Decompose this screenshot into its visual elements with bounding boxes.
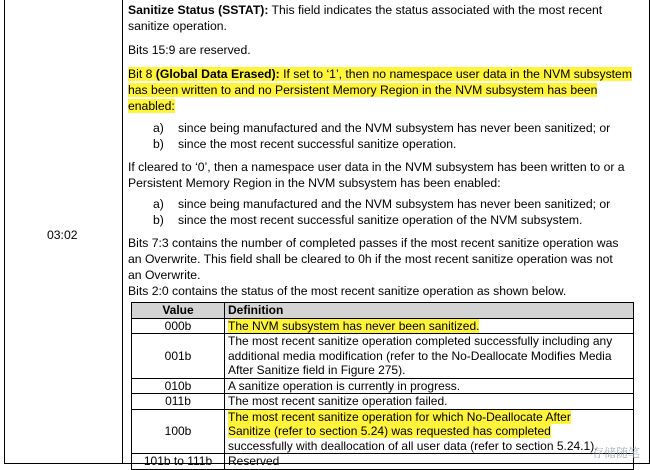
definition-cell: A sanitize operation is currently in progress. — [225, 378, 634, 394]
cleared-line2: Persistent Memory Region in the NVM subsystem has been enabled: — [128, 176, 501, 190]
set-item-b — [153, 136, 456, 152]
bit8-line2-text: has been written to and no Persistent Memory Region in the NVM subsystem has been — [128, 83, 598, 97]
list-marker: b) — [153, 137, 164, 151]
table-row — [132, 334, 634, 379]
field-table — [4, 0, 650, 468]
bits20-intro: Bits 2:0 contains the status of the most recent sanitize operation as shown below. — [128, 284, 567, 298]
watermark: 存储随笔 — [591, 446, 640, 460]
bit8-name: (Global Data Erased): — [155, 67, 280, 81]
byte-offset-cell — [5, 0, 123, 463]
definition-cell — [225, 318, 634, 334]
table-row — [132, 394, 634, 410]
definition-line: The most recent sanitize operation completed successfully including any — [228, 334, 613, 348]
definition-line — [228, 424, 630, 439]
definition-line: After Sanitize field in Figure 275). — [228, 363, 406, 377]
bit8-line3-text: enabled: — [128, 99, 175, 113]
definition-cell — [225, 409, 634, 454]
sstat-title: Sanitize Status (SSTAT): — [128, 3, 269, 17]
definition-cell: The most recent sanitize operation failed. — [225, 394, 634, 410]
bit8-text: If set to ‘1’, then no namespace user data in the NVM subsystem — [279, 67, 632, 81]
column-header-definition: Definition — [225, 303, 634, 319]
bit8-line2 — [128, 82, 597, 98]
list-item-text: since the most recent successful sanitize operation of the NVM subsystem. — [178, 213, 583, 227]
bit8-line1 — [128, 66, 632, 82]
value-cell: 010b — [132, 378, 225, 394]
definition-line: successfully with deallocation of all user data (refer to section 5.24.1). — [228, 438, 598, 453]
bit8-label: Bit 8 — [128, 67, 156, 81]
bits73-line2: an Overwrite. This field shall be cleared to 0h if the most recent sanitize operation was not — [128, 252, 613, 266]
list-marker: a) — [153, 121, 164, 135]
definition-cell: Reserved — [225, 454, 634, 470]
definition-line-text: The most recent sanitize operation for which No-Deallocate After — [228, 409, 571, 424]
definition-line — [228, 410, 630, 425]
list-item-text: since being manufactured and the NVM subsystem has never been sanitized; or — [178, 197, 611, 211]
bits73-line1: Bits 7:3 contains the number of completed passes if the most recent sanitize operation was — [128, 236, 619, 250]
table-row — [132, 318, 634, 334]
value-cell: 001b — [132, 334, 225, 379]
list-marker: b) — [153, 213, 164, 227]
value-cell: 100b — [132, 409, 225, 454]
table-row — [132, 454, 634, 470]
cleared-line1: If cleared to ‘0’, then a namespace user data in the NVM subsystem has been written to or a — [128, 160, 625, 174]
definition-line-text: Sanitize (refer to section 5.24) was requested has completed — [228, 424, 551, 438]
list-marker: a) — [153, 197, 164, 211]
set-item-a — [153, 120, 610, 136]
sstat-heading-line2: sanitize operation. — [128, 19, 227, 33]
bit8-line3 — [128, 98, 175, 114]
cleared-item-b — [153, 212, 582, 228]
list-item-text: since being manufactured and the NVM subsystem has never been sanitized; or — [178, 121, 611, 135]
bits73-line3: an Overwrite. — [128, 268, 201, 282]
table-header-row — [132, 303, 634, 319]
reserved-note: Bits 15:9 are reserved. — [128, 43, 251, 57]
sstat-heading — [128, 2, 602, 18]
table-row — [132, 409, 634, 454]
definition-line: additional media modification (refer to the No-Deallocate Modifies Media — [228, 348, 612, 363]
sanitize-status-table — [131, 302, 634, 470]
definition-line: The NVM subsystem has never been sanitized. — [228, 318, 480, 333]
cleared-item-a — [153, 196, 610, 212]
list-item-text: since the most recent successful sanitize operation. — [178, 137, 457, 151]
column-header-value: Value — [132, 303, 225, 319]
definition-cell — [225, 334, 634, 379]
table-row — [132, 378, 634, 394]
value-cell: 000b — [132, 318, 225, 334]
byte-offset-label: 03:02 — [47, 228, 78, 242]
value-cell: 011b — [132, 394, 225, 410]
value-cell: 101b to 111b — [132, 454, 225, 470]
sstat-title-rest: This field indicates the status associated with the most recent — [268, 3, 603, 17]
